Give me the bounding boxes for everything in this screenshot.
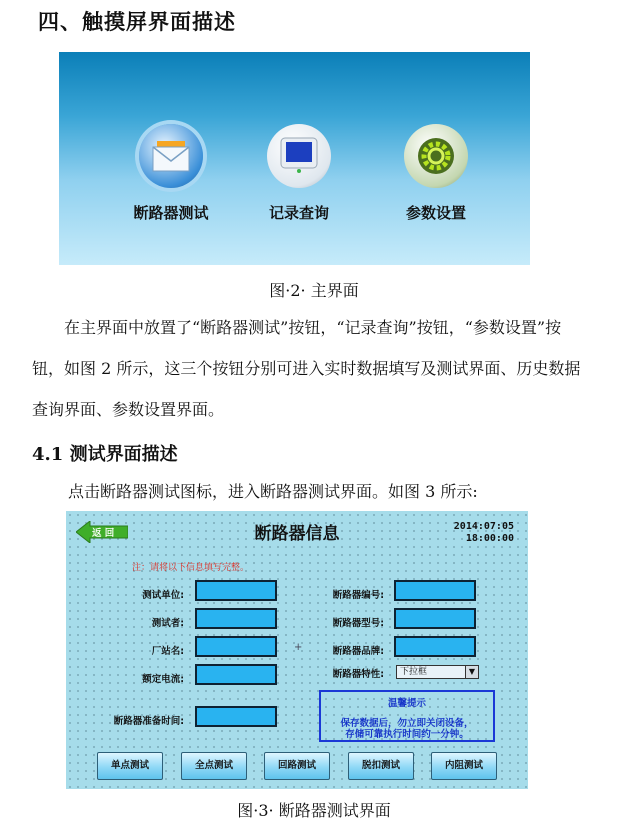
time-text: 18:00:00 <box>465 533 514 544</box>
rated-current-field[interactable] <box>195 664 277 685</box>
screen-title: 断路器信息 <box>254 524 340 544</box>
test-unit-field[interactable] <box>195 580 277 601</box>
record-query-button[interactable] <box>244 124 354 223</box>
param-settings-button[interactable] <box>381 124 491 223</box>
section-heading-4: 四、触摸屏界面描述 <box>38 9 236 34</box>
figure2-caption: 图·2· 主界面 <box>269 281 359 300</box>
record-query-label: 记录查询 <box>268 204 329 222</box>
tip-line-1: 保存数据后，勿立即关闭设备， <box>340 718 474 729</box>
warm-tip-box <box>319 690 495 742</box>
figure3-caption: 图·3· 断路器测试界面 <box>237 801 391 820</box>
label-breaker-brand: 断路器品牌: <box>332 646 384 657</box>
monitor-icon <box>267 124 331 188</box>
param-settings-label: 参数设置 <box>405 204 466 222</box>
back-label: 返 回 <box>92 528 115 539</box>
date-text: 2014:07:05 <box>453 521 514 532</box>
prep-time-field[interactable] <box>195 706 277 727</box>
chevron-down-icon[interactable]: ▼ <box>465 666 478 678</box>
label-breaker-characteristic: 断路器特性: <box>332 669 384 680</box>
datetime-display <box>454 521 514 545</box>
plus-marker: + <box>294 642 303 653</box>
breaker-test-button[interactable] <box>116 124 226 223</box>
trip-test-button[interactable]: 脱扣测试 <box>348 752 414 780</box>
main-screen-figure <box>59 52 530 265</box>
station-field[interactable] <box>195 636 277 657</box>
breaker-number-field[interactable] <box>394 580 476 601</box>
breaker-test-screen-figure <box>66 511 528 789</box>
loop-test-button[interactable]: 回路测试 <box>264 752 330 780</box>
label-station: 厂站名: <box>151 646 184 657</box>
label-tester: 测试者: <box>151 618 184 629</box>
section-heading-4-1: 4.1 测试界面描述 <box>32 444 178 465</box>
breaker-test-label: 断路器测试 <box>133 204 209 222</box>
breaker-brand-field[interactable] <box>394 636 476 657</box>
breaker-model-field[interactable] <box>394 608 476 629</box>
notice-text: 注：请将以下信息填写完整。 <box>132 563 250 573</box>
tip-title: 温馨提示 <box>387 698 426 709</box>
dropdown-value: 下拉框 <box>400 667 428 677</box>
label-test-unit: 测试单位: <box>142 590 184 601</box>
label-breaker-number: 断路器编号: <box>332 590 384 601</box>
characteristic-dropdown[interactable] <box>396 665 479 679</box>
resistance-test-button[interactable]: 内阻测试 <box>431 752 497 780</box>
tip-line-2: 存储可靠执行时间约一分钟。 <box>345 729 469 740</box>
full-point-test-button[interactable]: 全点测试 <box>181 752 247 780</box>
label-breaker-model: 断路器型号: <box>332 618 384 629</box>
single-point-test-button[interactable]: 单点测试 <box>97 752 163 780</box>
mail-icon <box>139 124 203 188</box>
paragraph-2: 点击断路器测试图标，进入断路器测试界面。如图 3 所示: <box>68 482 478 501</box>
gear-icon <box>404 124 468 188</box>
paragraph-1: 在主界面中放置了“断路器测试”按钮，“记录查询”按钮，“参数设置”按钮，如图 2 所示，这三个按钮分别可进入实时数据填写及测试界面、历史数据查询界面、参数设置界面。 <box>32 318 581 419</box>
label-prep-time: 断路器准备时间: <box>113 716 184 727</box>
tester-field[interactable] <box>195 608 277 629</box>
label-rated-current: 额定电流: <box>142 674 184 685</box>
